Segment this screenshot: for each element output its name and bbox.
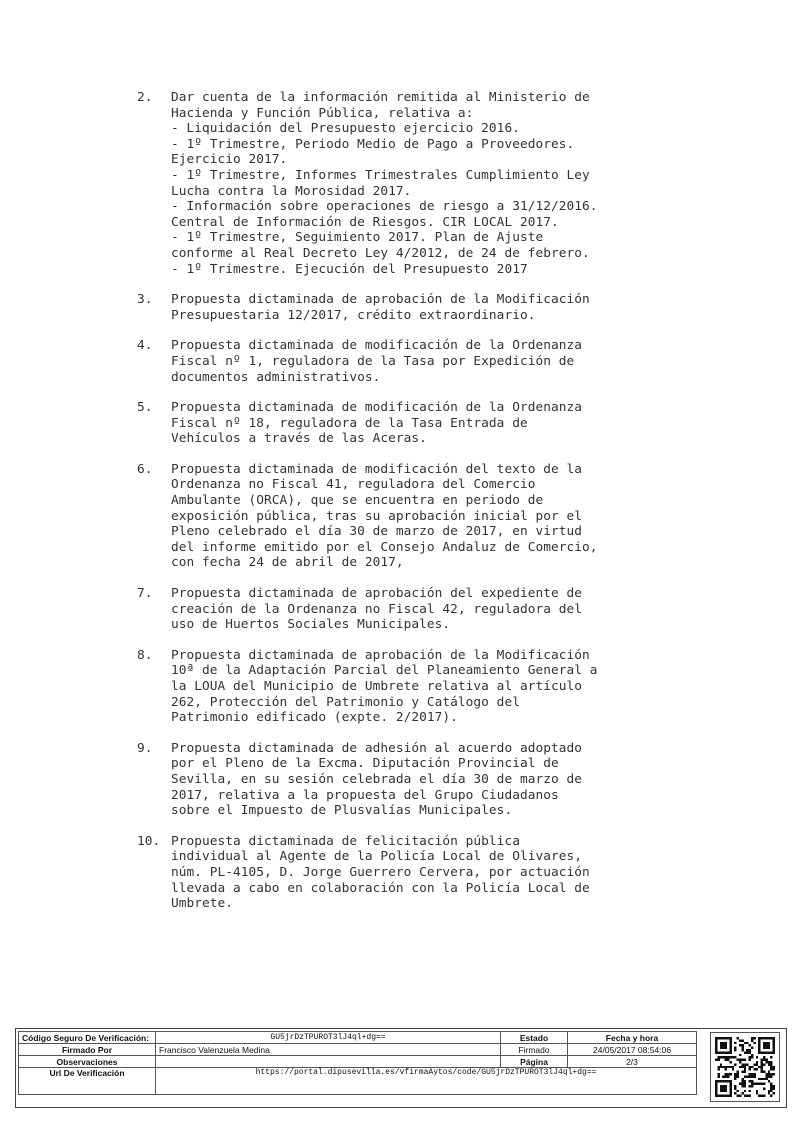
agenda-item (137, 648, 660, 726)
agenda-item-number: 5. (137, 400, 153, 416)
agenda-item-line: Ejercicio 2017. (171, 152, 288, 168)
agenda-item-line: Vehículos a través de las Aceras. (171, 431, 427, 447)
agenda-item-line: llevada a cabo en colaboración con la Policía Local de (171, 880, 590, 896)
estado-value: Firmado (501, 1044, 568, 1056)
agenda-item-line: - 1º Trimestre. Ejecución del Presupuesto 2017 (171, 261, 528, 277)
agenda-item-line: individual al Agente de la Policía Local de Olivares, (171, 849, 582, 865)
agenda-item-number: 4. (137, 338, 153, 354)
agenda-item-number: 2. (137, 90, 153, 105)
agenda-item-number: 6. (137, 461, 153, 477)
firmado-value: Francisco Valenzuela Medina (156, 1044, 501, 1056)
agenda-item-line: Sevilla, en su sesión celebrada el día 30 de marzo de (171, 771, 582, 787)
agenda-item-line: Central de Información de Riesgos. CIR LOCAL 2017. (171, 214, 559, 230)
agenda-item-number: 10. (137, 833, 161, 849)
agenda-item (137, 292, 660, 323)
agenda-item-number: 7. (137, 586, 153, 602)
agenda-item-line: Hacienda y Función Pública, relativa a: (171, 105, 474, 121)
agenda-item-line: Propuesta dictaminada de aprobación de la Modificación (171, 647, 590, 663)
agenda-item (137, 400, 660, 447)
agenda-item-line: la LOUA del Municipio de Umbrete relativa al artículo (171, 679, 582, 694)
agenda-item-line: Ordenanza no Fiscal 41, reguladora del Comercio (171, 477, 536, 493)
agenda-item-line: - Liquidación del Presupuesto ejercicio 2016. (171, 121, 520, 137)
agenda-item-line: Patrimonio edificado (expte. 2/2017). (171, 710, 458, 726)
csv-value: GU5jrDzTPUROT3lJ4ql+dg== (156, 1032, 501, 1044)
agenda-item-line: del informe emitido por el Consejo Andaluz de Comercio, (171, 539, 598, 555)
agenda-item-line: 10ª de la Adaptación Parcial del Planeamiento General a (171, 663, 598, 679)
agenda-list (137, 90, 660, 927)
firmado-label: Firmado Por (19, 1044, 156, 1056)
observaciones-label: Observaciones (19, 1056, 156, 1068)
agenda-item-line: Propuesta dictaminada de modificación de la Ordenanza (171, 338, 582, 354)
agenda-item-line: por el Pleno de la Excma. Diputación Provincial de (171, 756, 559, 772)
agenda-item (137, 586, 660, 633)
agenda-item-line: Propuesta dictaminada de adhesión al acuerdo adoptado (171, 740, 582, 756)
url-value[interactable]: https://portal.dipusevilla.es/vfirmaAytos/code/GU5jrDzTPUROT3lJ4ql+dg== (156, 1068, 697, 1095)
agenda-item-line: - Información sobre operaciones de riesgo a 31/12/2016. (171, 199, 598, 215)
signature-table (18, 1031, 697, 1095)
agenda-item-line: Propuesta dictaminada de modificación de la Ordenanza (171, 400, 582, 416)
agenda-item-number: 9. (137, 740, 153, 756)
agenda-item-line: Presupuestaria 12/2017, crédito extraordinario. (171, 307, 536, 323)
fecha-label: Fecha y hora (568, 1032, 697, 1044)
agenda-item-line: Propuesta dictaminada de aprobación de la Modificación (171, 292, 590, 308)
agenda-item-line: 2017, relativa a la propuesta del Grupo Ciudadanos (171, 787, 559, 803)
agenda-item-number: 8. (137, 647, 153, 663)
agenda-item-line: Ambulante (ORCA), que se encuentra en periodo de (171, 493, 544, 509)
qr-code-icon (710, 1032, 780, 1102)
agenda-item-line: Propuesta dictaminada de felicitación pública (171, 833, 520, 849)
agenda-item-line: Pleno celebrado el día 30 de marzo de 2017, en virtud (171, 524, 582, 540)
csv-label: Código Seguro De Verificación: (19, 1032, 156, 1044)
agenda-item-line: conforme al Real Decreto Ley 4/2012, de 24 de febrero. (171, 245, 590, 261)
observaciones-value (156, 1056, 501, 1068)
pagina-label: Página (501, 1056, 568, 1068)
agenda-item-line: Propuesta dictaminada de aprobación del expediente de (171, 586, 582, 602)
signature-box (15, 1028, 787, 1108)
agenda-item-line: documentos administrativos. (171, 369, 381, 385)
agenda-item (137, 834, 660, 912)
agenda-item-line: con fecha 24 de abril de 2017, (171, 555, 404, 571)
agenda-item (137, 741, 660, 819)
agenda-item-line: uso de Huertos Sociales Municipales. (171, 617, 451, 633)
agenda-item-line: - 1º Trimestre, Periodo Medio de Pago a Proveedores. (171, 136, 575, 152)
agenda-item-line: Fiscal nº 1, reguladora de la Tasa por Expedición de (171, 353, 575, 369)
agenda-item (137, 338, 660, 385)
agenda-item-number: 3. (137, 292, 153, 308)
url-label: Url De Verificación (19, 1068, 156, 1095)
agenda-item-line: sobre el Impuesto de Plusvalías Municipales. (171, 803, 513, 819)
agenda-item-line: exposición pública, tras su aprobación inicial por el (171, 508, 582, 524)
agenda-item-line: Lucha contra la Morosidad 2017. (171, 183, 412, 199)
agenda-item-line: - 1º Trimestre, Informes Trimestrales Cumplimiento Ley (171, 167, 590, 183)
agenda-item-line: 262, Protección del Patrimonio y Catálogo del (171, 694, 520, 710)
agenda-item-line: Dar cuenta de la información remitida al Ministerio de (171, 90, 590, 105)
agenda-item-line: Fiscal nº 18, reguladora de la Tasa Entrada de (171, 415, 528, 431)
agenda-item-line: - 1º Trimestre, Seguimiento 2017. Plan de Ajuste (171, 230, 544, 246)
agenda-item-line: Umbrete. (171, 896, 234, 912)
agenda-item (137, 462, 660, 571)
agenda-item-line: Propuesta dictaminada de modificación del texto de la (171, 461, 582, 477)
agenda-item-line: creación de la Ordenanza no Fiscal 42, reguladora del (171, 601, 582, 617)
agenda-item (137, 90, 660, 277)
pagina-value: 2/3 (568, 1056, 697, 1068)
estado-label: Estado (501, 1032, 568, 1044)
agenda-item-line: núm. PL-4105, D. Jorge Guerrero Cervera, por actuación (171, 864, 590, 880)
fecha-value: 24/05/2017 08:54:06 (568, 1044, 697, 1056)
